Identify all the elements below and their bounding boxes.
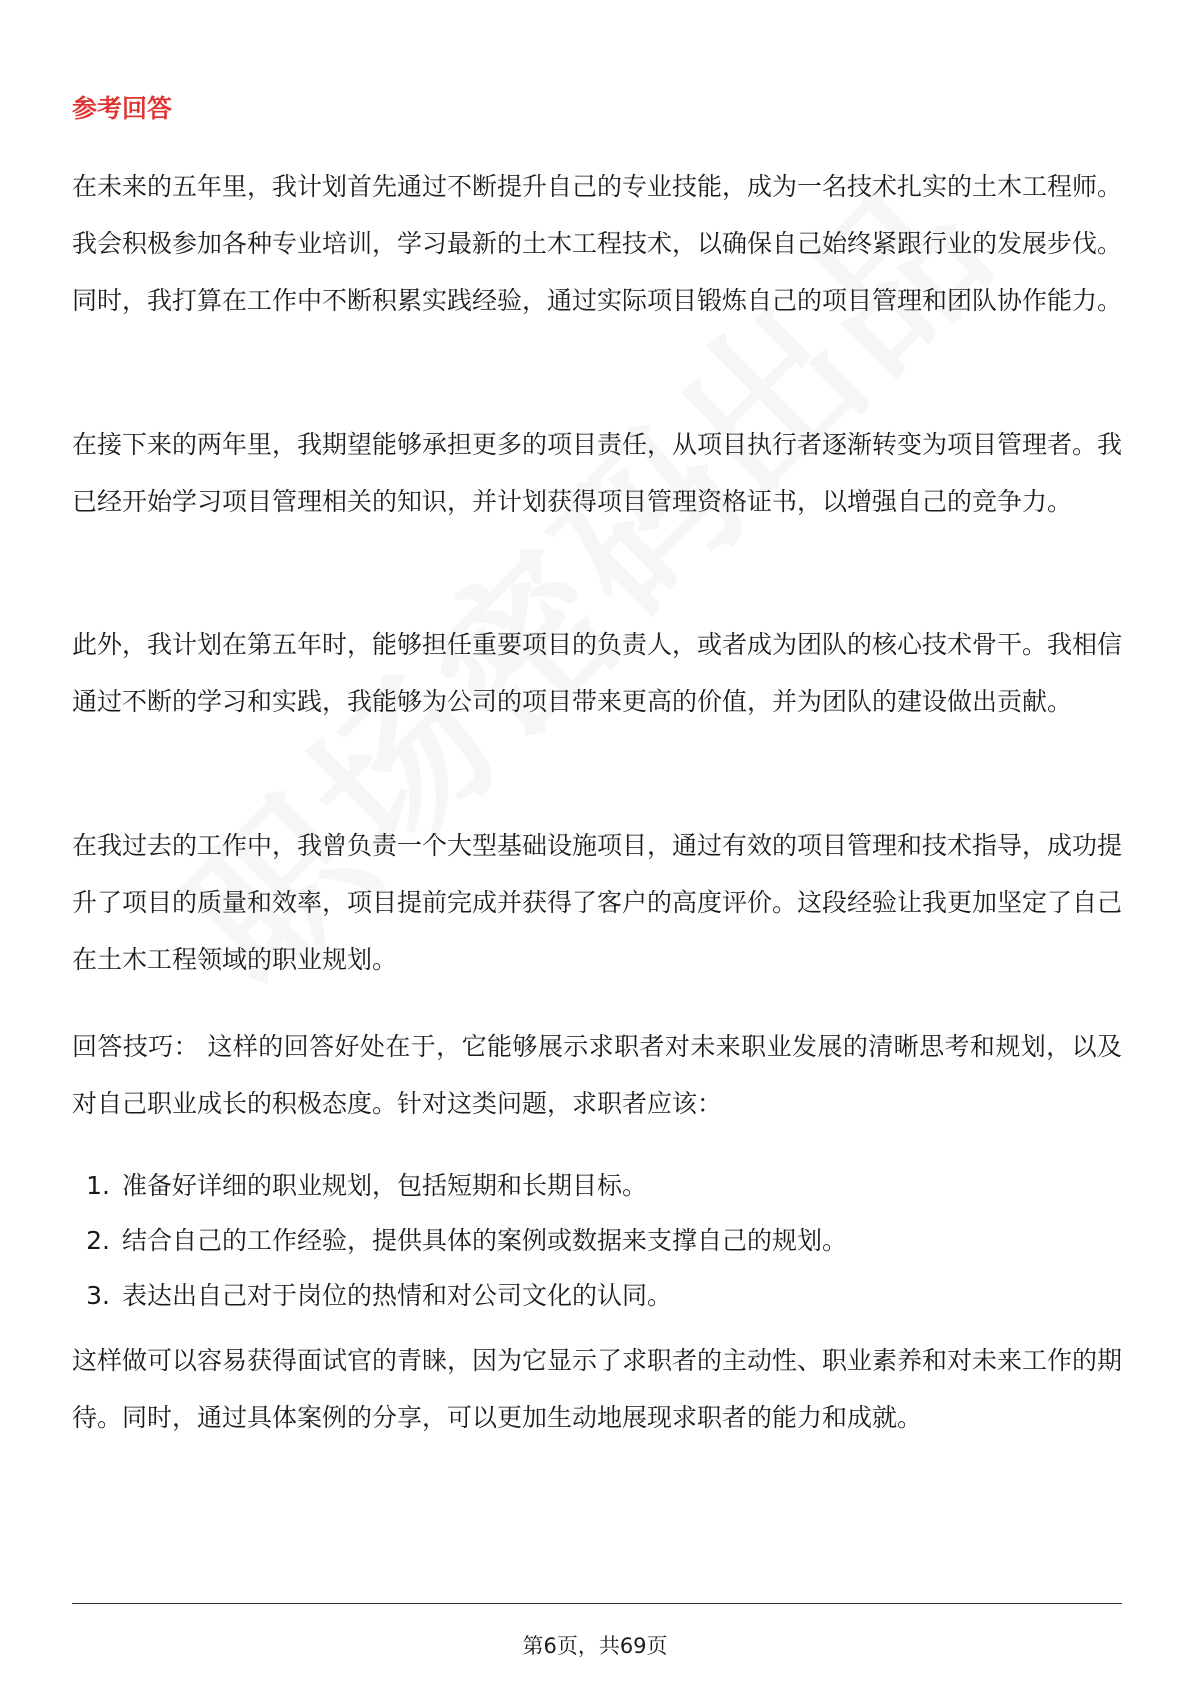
list-item <box>72 1213 1122 1268</box>
page-number: 第6页，共69页 <box>522 1634 668 1658</box>
list-item-text: 表达出自己对于岗位的热情和对公司文化的认同。 <box>122 1281 673 1310</box>
paragraph-conclusion: 这样做可以容易获得面试官的青睐，因为它显示了求职者的主动性、职业素养和对未来工作的期待。同时，通过具体案例的分享，可以更加生动地展现求职者的能力和成就。 <box>72 1346 1123 1432</box>
document-page <box>72 0 1122 1684</box>
list-item-number: 1. <box>86 1171 110 1200</box>
tips-list <box>72 1158 1122 1323</box>
paragraph-answer-tips: 回答技巧： 这样的回答好处在于，它能够展示求职者对未来职业发展的清晰思考和规划，以及对自己职业成长的积极态度。针对这类问题，求职者应该： <box>72 1032 1122 1118</box>
paragraph-five-year-plan: 在未来的五年里，我计划首先通过不断提升自己的专业技能，成为一名技术扎实的土木工程师。我会积极参加各种专业培训，学习最新的土木工程技术，以确保自己始终紧跟行业的发展步伐。同时，我打算在工作中不断积累实践经验，通过实际项目锻炼自己的项目管理和团队协作能力。 <box>72 172 1123 315</box>
section-heading: 参考回答 <box>72 94 173 123</box>
list-item-number: 2. <box>86 1226 110 1255</box>
list-item-text: 结合自己的工作经验，提供具体的案例或数据来支撑自己的规划。 <box>122 1226 848 1255</box>
list-item <box>72 1268 1122 1323</box>
list-item <box>72 1158 1122 1213</box>
paragraph-two-year-plan: 在接下来的两年里，我期望能够承担更多的项目责任，从项目执行者逐渐转变为项目管理者。我已经开始学习项目管理相关的知识，并计划获得项目管理资格证书，以增强自己的竞争力。 <box>72 430 1123 516</box>
list-item-text: 准备好详细的职业规划，包括短期和长期目标。 <box>122 1171 648 1200</box>
paragraph-past-experience: 在我过去的工作中，我曾负责一个大型基础设施项目，通过有效的项目管理和技术指导，成功提升了项目的质量和效率，项目提前完成并获得了客户的高度评价。这段经验让我更加坚定了自己在土木工程领域的职业规划。 <box>72 831 1123 974</box>
footer-divider <box>72 1603 1122 1604</box>
paragraph-fifth-year-goal: 此外，我计划在第五年时，能够担任重要项目的负责人，或者成为团队的核心技术骨干。我相信通过不断的学习和实践，我能够为公司的项目带来更高的价值，并为团队的建设做出贡献。 <box>72 630 1123 716</box>
list-item-number: 3. <box>86 1281 110 1310</box>
